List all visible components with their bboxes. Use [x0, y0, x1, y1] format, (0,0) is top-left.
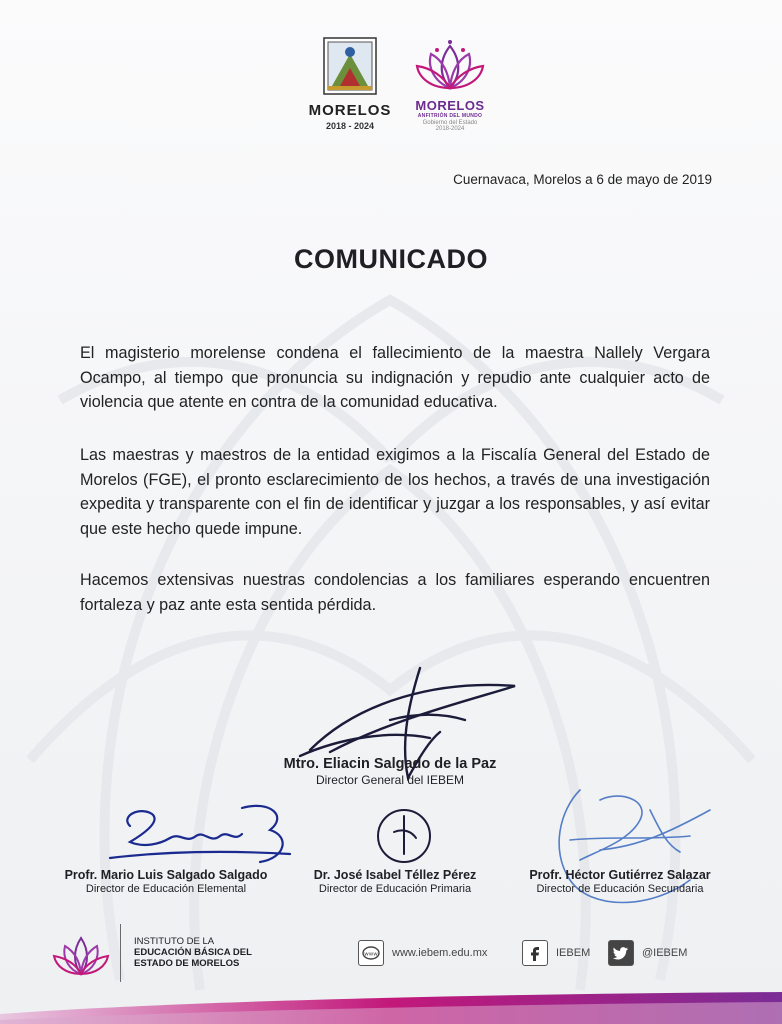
paragraph-3: Hacemos extensivas nuestras condolencias a los familiares esperando encuentren fortaleza y paz ante esta sentida pérdida.	[80, 571, 710, 614]
signature-right-title: Director de Educación Secundaria	[536, 883, 704, 895]
website-text: www.iebem.edu.mx	[392, 947, 488, 959]
signature-center-name: Dr. José Isabel Téllez Pérez	[313, 868, 477, 882]
lotus-flower-icon	[413, 36, 487, 96]
institute-line-1: INSTITUTO DE LA	[134, 936, 215, 947]
signature-main-title: Director General del IEBEM	[315, 773, 465, 787]
paragraph-2: Las maestras y maestros de la entidad exigimos a la Fiscalía General del Estado de Morelos (FGE), el pronto esclarecimiento de los hechos, a través de una investigación expedita y transparente con el fin de identificar y juzgar a los responsables, y así evitar que este hecho quede impune.	[80, 446, 710, 538]
government-logo-name: MORELOS	[415, 98, 485, 113]
handwritten-signature-right	[540, 770, 730, 920]
website-link[interactable]	[358, 940, 487, 966]
signature-left-title: Director de Educación Elemental	[85, 883, 247, 895]
letter-title: COMUNICADO	[294, 244, 488, 274]
government-logo-line2: 2018-2024	[435, 126, 465, 132]
footer-color-band	[0, 990, 782, 1024]
signature-right-name: Profr. Héctor Gutiérrez Salazar	[529, 868, 711, 882]
twitter-link[interactable]	[608, 940, 687, 966]
morelos-coat-of-arms-icon	[322, 36, 378, 96]
facebook-icon	[522, 940, 548, 966]
facebook-text: IEBEM	[556, 947, 591, 959]
signature-main-name: Mtro. Eliacin Salgado de la Paz	[283, 756, 497, 772]
government-logo-tagline: ANFITRIÓN DEL MUNDO	[417, 113, 483, 119]
lotus-flower-icon	[52, 930, 110, 978]
state-logo	[290, 36, 410, 131]
institute-line-2: EDUCACIÓN BÁSICA DEL	[134, 947, 252, 958]
signature-right	[504, 868, 736, 895]
paragraph-1: El magisterio morelense condena el fallecimiento de la maestra Nallely Vergara Ocampo, al tiempo que pronuncia su indignación y repudio ante cualquier acto de violencia que atente en contra de la comunidad educativa.	[80, 344, 710, 411]
government-logo	[405, 36, 495, 132]
state-logo-name: MORELOS	[308, 102, 392, 119]
handwritten-signature-center	[360, 792, 460, 872]
signature-center-title: Director de Educación Primaria	[318, 883, 472, 895]
facebook-link[interactable]	[522, 940, 590, 966]
signature-left	[48, 868, 284, 895]
footer-divider	[120, 924, 121, 982]
government-logo-line1: Gobierno del Estado	[422, 120, 478, 126]
twitter-text: @IEBEM	[642, 947, 688, 959]
signature-main	[230, 756, 550, 787]
signature-left-name: Profr. Mario Luis Salgado Salgado	[64, 868, 268, 882]
web-icon	[358, 940, 384, 966]
twitter-icon	[608, 940, 634, 966]
signature-center	[288, 868, 502, 895]
institute-line-3: ESTADO DE MORELOS	[134, 958, 240, 969]
state-logo-years: 2018 - 2024	[325, 121, 375, 131]
svg-text:www: www	[364, 951, 378, 958]
institute-name	[134, 936, 252, 969]
letter-date: Cuernavaca, Morelos a 6 de mayo de 2019	[453, 172, 712, 187]
